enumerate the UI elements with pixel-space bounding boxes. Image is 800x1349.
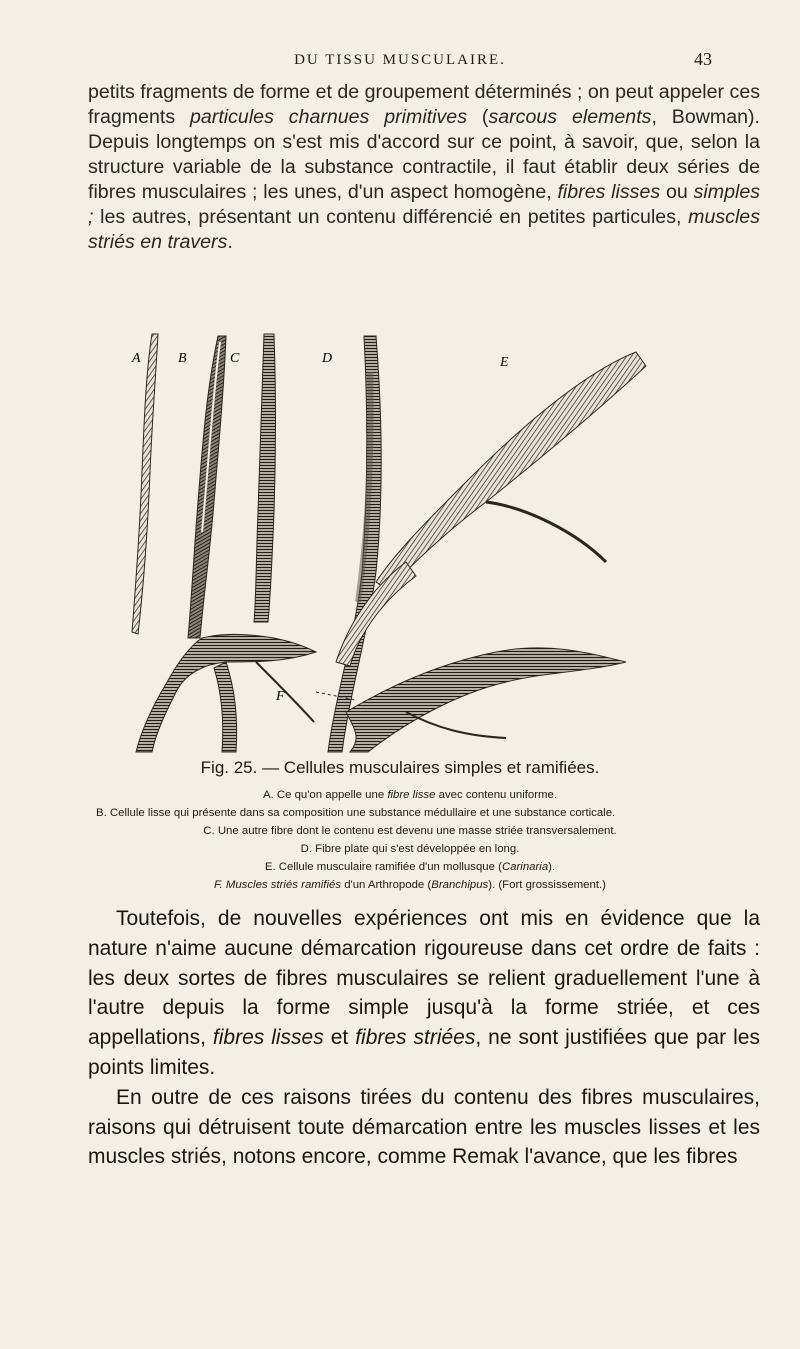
italic-term: muscles striés en travers: [88, 206, 760, 253]
label-d: D: [322, 351, 333, 366]
page-header: [0, 49, 800, 82]
legend-italic: F. Muscles striés ramifiés: [214, 879, 342, 891]
bottom-text: [88, 904, 760, 1172]
italic-term: sarcous elements: [488, 106, 652, 128]
muscle-cells-illustration: [106, 332, 676, 758]
legend-text: avec contenu uniforme.: [435, 789, 558, 801]
text-run: petits fragments de forme et de groupement déterminés ; on peut appeler ces fragments: [88, 81, 761, 128]
text-run: Toutefois, de nouvelles expériences ont mis en évidence que la nature n'aime aucune démarcation rigoureuse dans cet ordre de faits : les deux sortes de fibres musculaires se relient graduellement l'une à l'autre depuis la forme simple jusqu'à la forme striée, et ces appellations,: [88, 907, 760, 1050]
italic-term: simples ;: [88, 181, 761, 228]
paragraph-1: [88, 904, 760, 1083]
legend-item-f: [90, 876, 730, 894]
legend-item-e: [90, 858, 730, 876]
text-run: et: [323, 1026, 356, 1050]
text-run: , ne sont justifiées que par les points limites.: [88, 1026, 760, 1079]
legend-item-d: D. Fibre plate qui s'est développée en long.: [300, 843, 520, 855]
page-number: 43: [694, 49, 712, 69]
fiber-e: [376, 352, 646, 590]
legend-item-b: B. Cellule lisse qui présente dans sa composition une substance médullaire et une substance corticale.: [96, 807, 616, 819]
legend-text: A. Ce qu'on appelle une: [262, 789, 388, 801]
legend-text: ).: [548, 861, 556, 873]
legend-italic: Carinaria: [501, 861, 549, 873]
legend-text: d'un Arthropode (: [341, 879, 432, 891]
fiber-a: [132, 334, 158, 634]
figure-legend: [90, 786, 730, 894]
italic-term: fibres lisses: [212, 1026, 324, 1050]
label-f: F: [276, 689, 285, 704]
text-run: ou: [660, 181, 694, 203]
legend-italic: Branchipus: [431, 879, 489, 891]
running-head: DU TISSU MUSCULAIRE.: [294, 52, 506, 68]
legend-text: ). (Fort grossissement.): [488, 879, 606, 891]
text-run: les autres, présentant un contenu différencié en petites particules,: [93, 206, 689, 228]
italic-term: particules charnues primitives: [190, 106, 468, 128]
figure-caption-title: Fig. 25. — Cellules musculaires simples et ramifiées.: [200, 758, 600, 777]
figure-25: [106, 332, 676, 758]
text-run: .: [227, 231, 233, 253]
text-run: , Bowman). Depuis longtemps on s'est mis d'accord sur ce point, à savoir, que, selon la structure variable de la substance contractile, il faut établir deux séries de fibres musculaires ; les unes, d'un aspect homogène,: [88, 106, 760, 203]
label-e: E: [500, 355, 509, 370]
legend-italic: fibre lisse: [387, 789, 436, 801]
text-run: (: [467, 106, 489, 128]
italic-term: fibres striées: [355, 1026, 476, 1050]
label-a: A: [132, 351, 141, 366]
legend-text: E. Cellule musculaire ramifiée d'un mollusque (: [264, 861, 502, 873]
label-b: B: [178, 351, 187, 366]
paragraph-2: En outre de ces raisons tirées du contenu des fibres musculaires, raisons qui détruisent toute démarcation entre les muscles lisses et les muscles striés, notons encore, comme Remak l'avance, que les fibres: [88, 1085, 760, 1169]
fiber-c: [254, 334, 276, 622]
label-c: C: [230, 351, 240, 366]
legend-item-c: C. Une autre fibre dont le contenu est devenu une masse striée transversalement.: [203, 825, 617, 837]
italic-term: fibres lisses: [557, 181, 661, 203]
legend-item-a: [90, 786, 730, 804]
top-paragraph: [88, 80, 760, 255]
